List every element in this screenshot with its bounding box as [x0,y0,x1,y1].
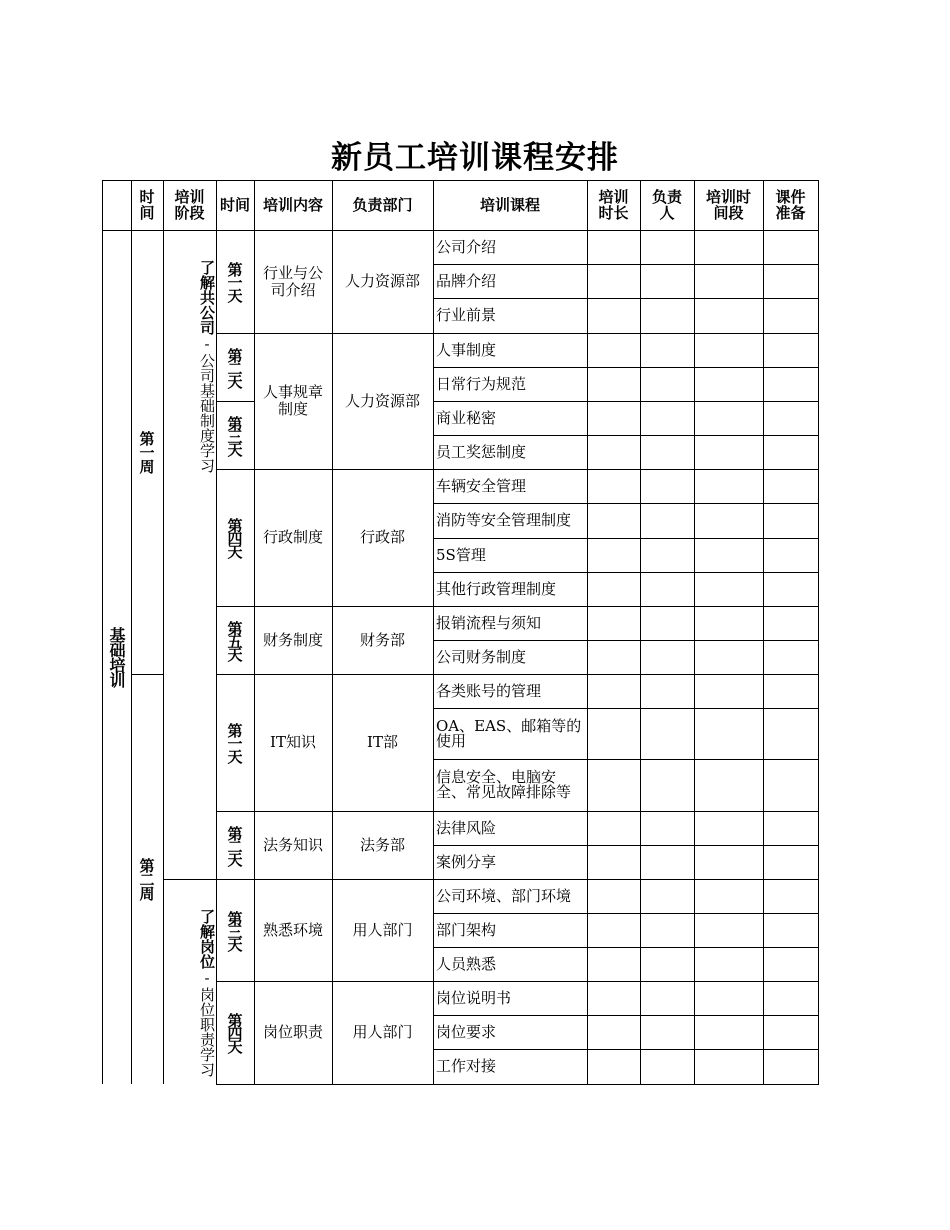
course-cell: 人事制度 [436,340,497,359]
grid-line [433,674,819,675]
grid-line [332,180,333,230]
course-cell: 消防等安全管理制度 [436,511,572,529]
grid-line [254,1084,434,1085]
course-cell: 行业前景 [436,306,497,324]
period-cell [694,640,763,674]
period-cell [694,1049,763,1084]
stage-subtitle: 岗位职责学习 [198,987,216,1077]
grid-line [216,811,255,812]
course-cell: 员工奖惩制度 [436,442,527,461]
material-cell [763,264,818,298]
period-cell [694,674,763,708]
material-cell [763,708,818,759]
period-cell [694,708,763,759]
day-cell: 第二天 [225,347,244,387]
duration-cell [587,981,640,1015]
page-title: 新员工培训课程安排 [331,140,619,176]
header-material-label: 课件准备 [775,188,806,222]
grid-line [216,674,255,675]
material-cell [763,503,818,538]
material-cell [763,811,818,845]
material-cell [763,538,818,572]
material-cell [763,674,818,708]
day-cell: 第二天 [225,825,244,865]
owner-cell [640,333,694,367]
grid-line [433,845,819,846]
duration-cell [587,367,640,401]
material-cell [763,230,818,264]
owner-cell [640,538,694,572]
period-cell [694,367,763,401]
week-cell: 第二周 [137,858,156,900]
course-cell: 商业秘密 [436,408,497,427]
course-cell: 车辆安全管理 [436,476,527,495]
period-cell [694,845,763,879]
course-cell: 公司介绍 [436,237,497,256]
grid-line [131,180,132,230]
owner-cell [640,845,694,879]
grid-line [433,1049,819,1050]
day-cell: 第一天 [225,723,244,762]
course-cell: 岗位要求 [436,1022,497,1041]
grid-line [102,180,819,181]
grid-line [216,981,255,982]
grid-line [433,572,819,573]
period-cell [694,538,763,572]
duration-cell [587,845,640,879]
owner-cell [640,981,694,1015]
grid-line [254,879,434,880]
grid-line [163,230,164,1084]
grid-line [332,230,333,1084]
stage-subtitle: 公司基础制度学习 [198,353,216,473]
duration-cell [587,811,640,845]
grid-line [216,469,255,470]
course-cell: 岗位说明书 [436,988,512,1007]
header-day: 时间 [219,196,250,214]
stage-dash: - [198,969,216,987]
material-cell [763,640,818,674]
dept-cell: 用人部门 [352,920,413,939]
period-cell [694,811,763,845]
grid-line [254,606,434,607]
period-cell [694,401,763,435]
period-cell [694,572,763,606]
course-cell: 案例分享 [436,852,497,871]
grid-line [433,298,819,299]
grid-line [640,180,641,230]
category-cell: 基础培训 [107,627,126,687]
grid-line [131,674,164,675]
grid-line [254,333,434,334]
header-owner-label: 负责人 [651,188,682,222]
course-cell: 报销流程与须知 [436,613,542,632]
grid-line [433,503,819,504]
content-cell: 熟悉环境 [262,920,323,939]
header-content: 培训内容 [262,196,323,214]
grid-line [433,640,819,641]
period-cell [694,298,763,333]
grid-line [216,180,217,230]
grid-line [254,981,434,982]
owner-cell [640,1015,694,1049]
header-blank [102,180,131,230]
header-period [694,180,763,230]
owner-cell [640,913,694,947]
owner-cell [640,606,694,640]
course-cell: 部门架构 [436,920,497,939]
period-cell [694,606,763,640]
owner-cell [640,367,694,401]
content-cell: 行政制度 [262,528,323,546]
owner-cell [640,435,694,469]
duration-cell [587,947,640,981]
header-dept: 负责部门 [352,196,413,214]
material-cell [763,298,818,333]
duration-cell [587,1049,640,1084]
grid-line [433,811,819,812]
period-cell [694,333,763,367]
course-cell: 人员熟悉 [436,954,497,973]
content-cell: 法务知识 [262,835,323,854]
material-cell [763,401,818,435]
duration-cell [587,503,640,538]
grid-line [102,230,819,231]
course-cell: 5S管理 [436,545,486,564]
grid-line [102,180,103,230]
dept-cell: 财务部 [359,630,405,649]
period-cell [694,469,763,503]
course-cell: 公司财务制度 [436,647,527,666]
course-cell: OA、EAS、邮箱等的使用 [436,716,582,750]
grid-line [433,367,819,368]
grid-line [694,180,695,230]
grid-line [433,759,819,760]
grid-line [433,947,819,948]
material-cell [763,606,818,640]
header-period-label: 培训时间段 [705,188,751,222]
dept-cell: 人力资源部 [344,391,420,410]
owner-cell [640,674,694,708]
course-cell: 公司环境、部门环境 [436,886,572,905]
grid-line [433,1084,819,1085]
material-cell [763,845,818,879]
owner-cell [640,572,694,606]
grid-line [433,230,434,1084]
material-cell [763,1049,818,1084]
duration-cell [587,264,640,298]
grid-line [131,230,132,1084]
grid-line [254,811,434,812]
material-cell [763,759,818,811]
duration-cell [587,913,640,947]
grid-line [102,230,103,1084]
duration-cell [587,759,640,811]
content-cell: 行业与公司介绍 [262,263,323,299]
grid-line [694,230,695,1084]
duration-cell [587,879,640,913]
grid-line [254,469,434,470]
material-cell [763,435,818,469]
header-time [131,180,163,230]
course-cell: 信息安全、电脑安全、常见故障排除等 [436,768,572,801]
owner-cell [640,759,694,811]
day-cell: 第四天 [225,1013,244,1052]
duration-cell [587,435,640,469]
material-cell [763,1015,818,1049]
course-cell: 工作对接 [436,1057,497,1075]
grid-line [763,230,764,1084]
grid-line [216,606,255,607]
grid-line [163,180,164,230]
stage-cell [163,230,216,879]
period-cell [694,947,763,981]
duration-cell [587,572,640,606]
duration-cell [587,401,640,435]
grid-line [433,981,819,982]
header-stage [163,180,216,230]
content-cell: 岗位职责 [262,1023,323,1041]
grid-line [640,230,641,1084]
content-cell: 财务制度 [262,630,323,649]
grid-line [433,538,819,539]
material-cell [763,333,818,367]
material-cell [763,469,818,503]
owner-cell [640,1049,694,1084]
grid-line [433,401,819,402]
owner-cell [640,811,694,845]
period-cell [694,503,763,538]
grid-line [254,180,255,230]
course-cell: 品牌介绍 [436,271,497,290]
header-time-label: 时间 [139,188,155,222]
stage-title: 了解岗位 [198,909,216,969]
dept-cell: IT部 [367,733,398,751]
grid-line [433,913,819,914]
period-cell [694,230,763,264]
dept-cell: 用人部门 [352,1023,413,1041]
material-cell [763,367,818,401]
period-cell [694,981,763,1015]
owner-cell [640,640,694,674]
grid-line [254,674,434,675]
period-cell [694,759,763,811]
grid-line [433,469,819,470]
owner-cell [640,469,694,503]
grid-line [433,180,434,230]
grid-line [216,401,255,402]
grid-line [763,180,764,230]
day-cell: 第五天 [225,620,244,660]
dept-cell: 人力资源部 [344,272,420,290]
period-cell [694,1015,763,1049]
grid-line [433,1015,819,1016]
material-cell [763,981,818,1015]
owner-cell [640,401,694,435]
week-cell: 第一周 [137,431,156,473]
owner-cell [640,708,694,759]
grid-line [433,708,819,709]
grid-line [216,230,217,1084]
grid-line [433,606,819,607]
duration-cell [587,674,640,708]
grid-line [433,264,819,265]
grid-line [163,879,217,880]
course-cell: 日常行为规范 [436,374,527,393]
grid-line [587,180,588,230]
material-cell [763,879,818,913]
dept-cell: 行政部 [359,528,405,546]
day-cell: 第四天 [225,518,244,557]
duration-cell [587,230,640,264]
stage-cell [163,879,216,1124]
grid-line [433,879,819,880]
grid-line [216,1084,255,1085]
period-cell [694,879,763,913]
grid-line [818,180,819,230]
owner-cell [640,264,694,298]
course-cell: 其他行政管理制度 [436,579,557,598]
header-owner [640,180,694,230]
material-cell [763,947,818,981]
day-cell: 第三天 [225,910,244,950]
owner-cell [640,879,694,913]
grid-line [587,230,588,1084]
duration-cell [587,606,640,640]
header-course: 培训课程 [479,196,540,214]
day-cell: 第三天 [225,415,244,455]
course-cell: 法律风险 [436,818,497,837]
stage-title: 了解共公司 [198,260,216,335]
owner-cell [640,230,694,264]
header-duration [587,180,640,230]
grid-line [433,333,819,334]
period-cell [694,264,763,298]
header-duration-label: 培训时长 [598,188,629,222]
content-cell: IT知识 [270,733,316,751]
grid-line [254,230,255,1084]
material-cell [763,572,818,606]
grid-line [216,879,255,880]
grid-line [818,230,819,1084]
course-cell: 各类账号的管理 [436,681,542,700]
day-cell: 第一天 [225,262,244,301]
owner-cell [640,947,694,981]
duration-cell [587,1015,640,1049]
period-cell [694,435,763,469]
duration-cell [587,333,640,367]
period-cell [694,913,763,947]
owner-cell [640,298,694,333]
dept-cell: 法务部 [359,835,405,854]
duration-cell [587,708,640,759]
grid-line [216,333,255,334]
header-stage-label: 培训阶段 [174,188,205,222]
stage-dash: - [198,335,216,353]
duration-cell [587,469,640,503]
duration-cell [587,298,640,333]
header-material [763,180,818,230]
content-cell: 人事规章制度 [262,383,323,418]
grid-line [433,435,819,436]
duration-cell [587,538,640,572]
duration-cell [587,640,640,674]
material-cell [763,913,818,947]
owner-cell [640,503,694,538]
